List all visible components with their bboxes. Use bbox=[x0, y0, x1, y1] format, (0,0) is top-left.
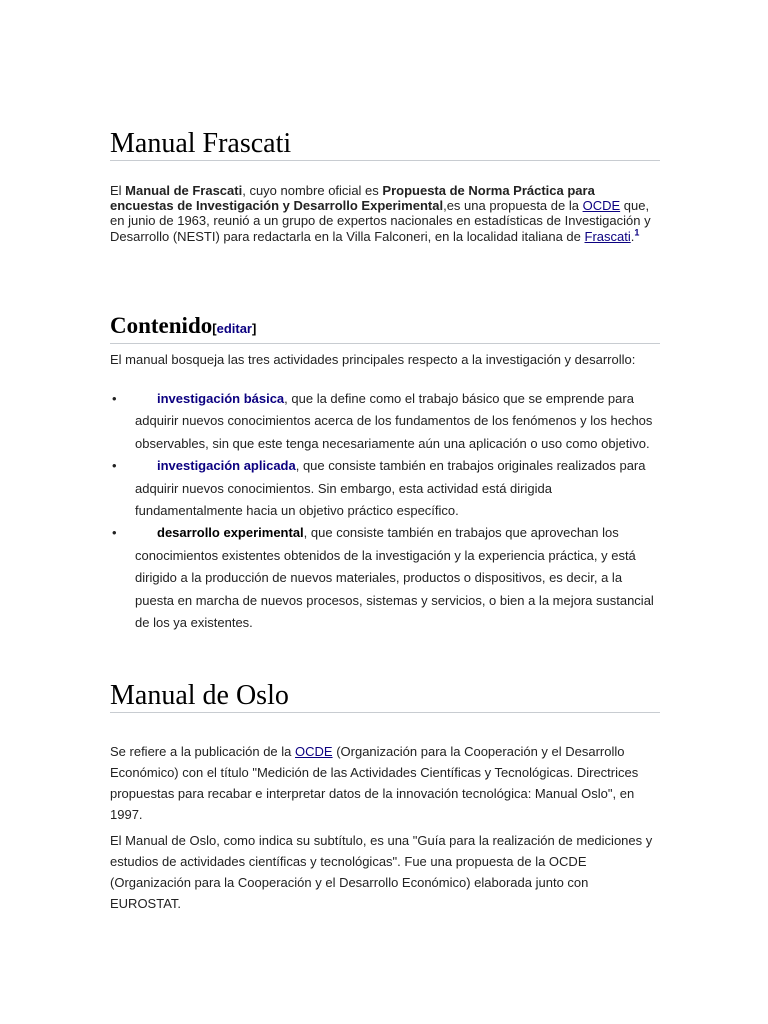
list-item bbox=[110, 522, 660, 634]
contenido-summary: El manual bosqueja las tres actividades principales respecto a la investigación y desarrollo: bbox=[110, 352, 636, 367]
list-item bbox=[110, 388, 660, 455]
activities-list bbox=[110, 388, 660, 634]
contenido-heading bbox=[110, 312, 660, 344]
oslo-paragraph-2: El Manual de Oslo, como indica su subtítulo, es una "Guía para la realización de mediciones y estudios de actividades científicas y tecnológicas". Fue una propuesta de la OCDE (Organización para la Cooperación y el Desarrollo Económico) elaborada junto con EUROSTAT. bbox=[110, 833, 653, 911]
intro-bold-manual: Manual de Frascati bbox=[125, 183, 243, 198]
list-item bbox=[110, 455, 660, 522]
oslo-ocde-link[interactable]: OCDE bbox=[295, 744, 333, 759]
item-text: , que consiste también en trabajos que aprovechan los conocimientos existentes obtenidos de la investigación y la experiencia práctica, y está dirigido a la producción de nuevos materiales, productos o dispositivos, es decir, a la puesta en marcha de nuevos procesos, sistemas y servicios, o bien a la mejora sustancial de los ya existentes. bbox=[135, 525, 654, 631]
oslo-heading: Manual de Oslo bbox=[110, 680, 660, 713]
item-text: , que consiste también en trabajos originales realizados para adquirir nuevos conocimientos. Sin embargo, esta actividad está dirigida fundamentalmente hacia un objetivo práctico específico. bbox=[135, 458, 646, 519]
bullet: • bbox=[112, 525, 117, 541]
edit-section bbox=[212, 321, 256, 336]
term-desarrollo-experimental: desarrollo experimental bbox=[157, 525, 304, 541]
reference-1-link[interactable]: 1 bbox=[634, 227, 640, 238]
item-text: , que la define como el trabajo básico que se emprende para adquirir nuevos conocimientos acerca de los fundamentos de los fenómenos y los hechos observables, sin que este tenga necesariamente aún una aplicación o uso como objetivo. bbox=[135, 391, 653, 451]
edit-link[interactable]: editar bbox=[216, 321, 252, 336]
contenido-heading-text: Contenido bbox=[110, 313, 213, 338]
term-investigacion-aplicada[interactable]: investigación aplicada bbox=[157, 458, 296, 474]
intro-text-4: que, en junio de 1963, reunió a un grupo de expertos nacionales en estadísticas de Investigación y Desarrollo (NESTI) para redactarla en la Villa Falconeri, en la localidad italiana de bbox=[110, 198, 651, 244]
oslo-paragraph-1 bbox=[110, 741, 660, 825]
edit-bracket-open: [ bbox=[212, 321, 217, 336]
oslo-p1-text-2: (Organización para la Cooperación y el Desarrollo Económico) con el título "Medición de las Actividades Científicas y Tecnológicas. Directrices propuestas para recabar e interpretar datos de la innovación tecnológica: Manual Oslo", en 1997. bbox=[110, 744, 639, 822]
frascati-link[interactable]: Frascati bbox=[584, 228, 631, 244]
term-investigacion-basica[interactable]: investigación básica bbox=[157, 391, 285, 406]
edit-bracket-close: ] bbox=[252, 321, 257, 336]
intro-text-3: ,es una propuesta de la bbox=[443, 198, 583, 214]
oslo-p1-text-1: Se refiere a la publicación de la bbox=[110, 744, 296, 759]
ocde-link[interactable]: OCDE bbox=[582, 198, 621, 214]
frascati-intro-paragraph bbox=[110, 183, 660, 244]
intro-text-1: El bbox=[110, 183, 126, 198]
bullet: • bbox=[112, 391, 117, 406]
bullet: • bbox=[112, 458, 117, 474]
page-title: Manual Frascati bbox=[110, 128, 660, 161]
intro-text-2: , cuyo nombre oficial es bbox=[242, 183, 383, 198]
intro-bold-official-name: Propuesta de Norma Práctica para encuestas de Investigación y Desarrollo Experimental bbox=[110, 183, 595, 214]
intro-text-5: . bbox=[630, 228, 635, 244]
